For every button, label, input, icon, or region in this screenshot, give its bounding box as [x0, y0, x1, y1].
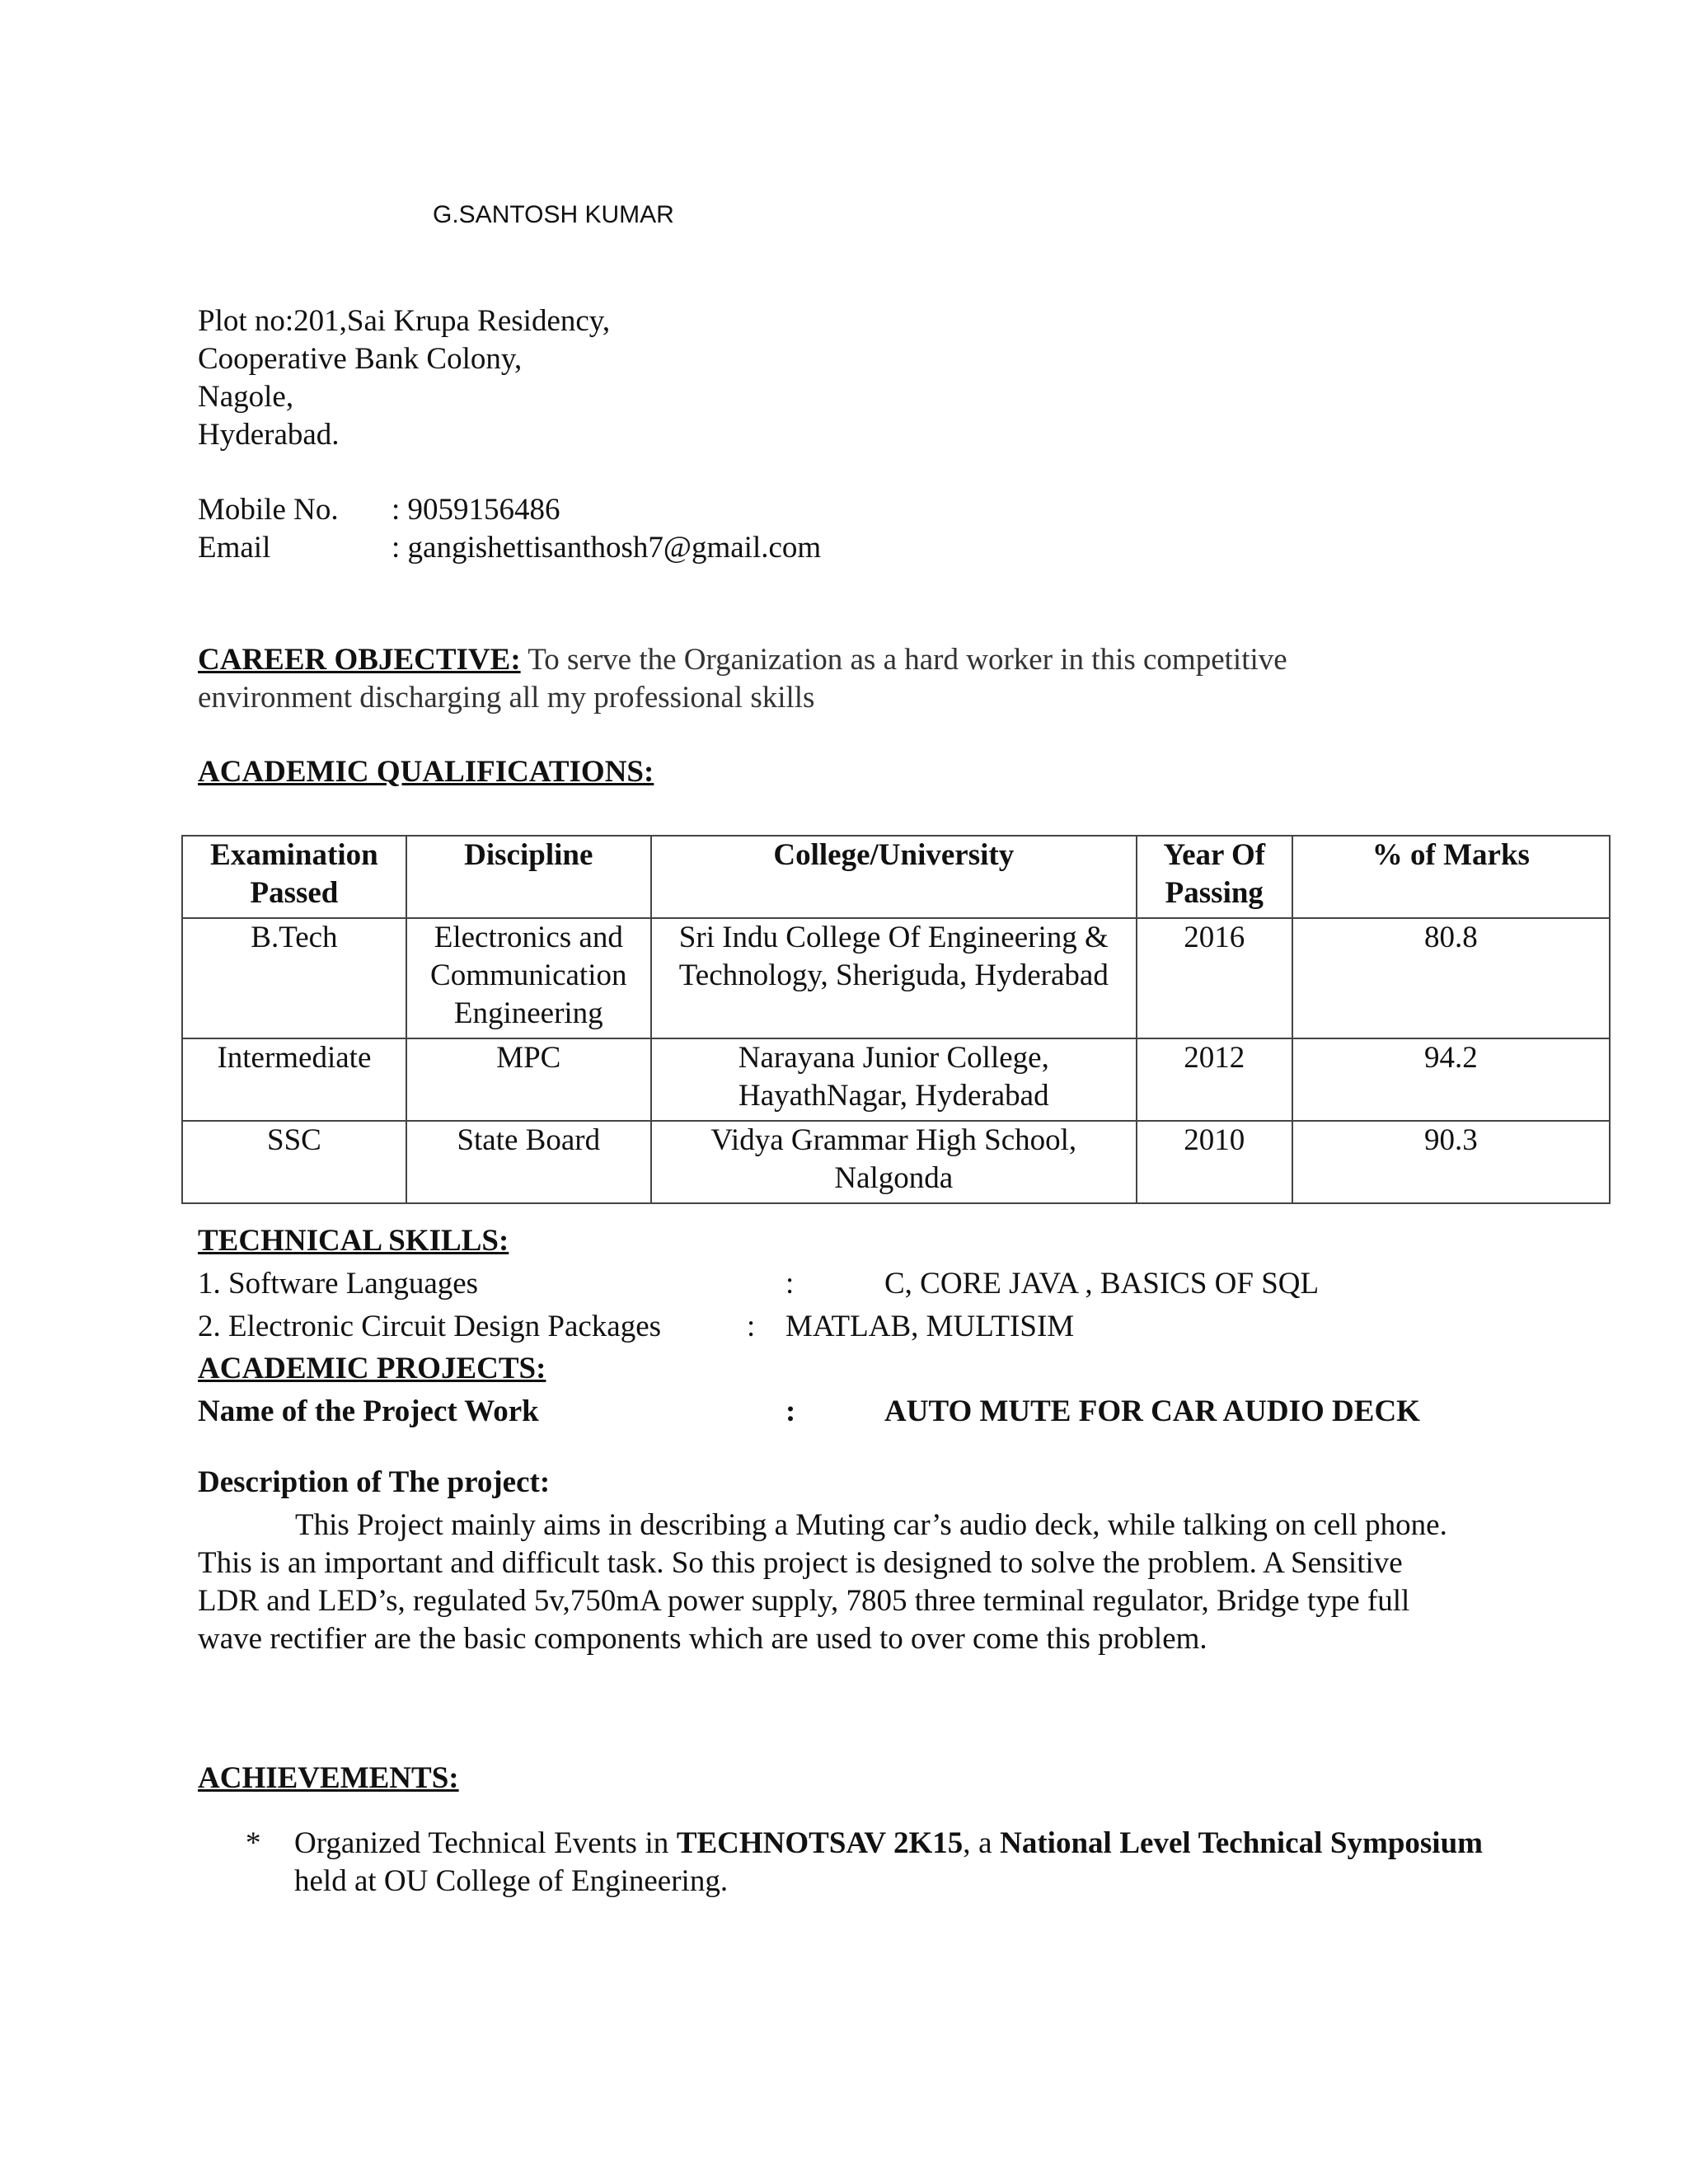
college-cell: Vidya Grammar High School, Nalgonda — [651, 1121, 1137, 1203]
marks-cell: 90.3 — [1292, 1121, 1610, 1203]
exam-cell: SSC — [182, 1121, 406, 1203]
achievement-text: held at OU College of Engineering. — [294, 1864, 729, 1898]
discipline-cell: MPC — [406, 1038, 651, 1121]
career-objective-text: To serve the Organization as a hard worker in this competitive environment discharging all my professional skills — [198, 643, 1287, 715]
achievement-item — [294, 1825, 1483, 1900]
achievement-text: Organized Technical Events in — [294, 1826, 677, 1860]
college-cell: Sri Indu College Of Engineering & Technology, Sheriguda, Hyderabad — [651, 918, 1137, 1038]
exam-cell: B.Tech — [182, 918, 406, 1038]
skill-value: C, CORE JAVA , BASICS OF SQL — [884, 1267, 1320, 1301]
marks-cell: 80.8 — [1292, 918, 1610, 1038]
discipline-cell: State Board — [406, 1121, 651, 1203]
project-name-label: Name of the Project Work — [198, 1394, 539, 1428]
address-line: Hyderabad. — [198, 418, 340, 452]
address-line: Cooperative Bank Colony, — [198, 342, 523, 376]
table-header-row — [182, 836, 1610, 918]
contact-block — [198, 491, 1484, 567]
column-header: % of Marks — [1292, 836, 1610, 918]
college-cell: Narayana Junior College, HayathNagar, Hyderabad — [651, 1038, 1137, 1121]
project-description-heading: Description of The project: — [198, 1465, 551, 1499]
skill-row — [198, 1265, 1484, 1303]
table-row — [182, 1038, 1610, 1121]
column-header: Examination Passed — [182, 836, 406, 918]
address-block — [198, 302, 1484, 454]
skill-separator: : — [785, 1267, 795, 1301]
year-cell: 2016 — [1137, 918, 1292, 1038]
column-header: College/University — [651, 836, 1137, 918]
skill-value: MATLAB, MULTISIM — [785, 1310, 1075, 1343]
mobile-value: : 9059156486 — [392, 493, 560, 527]
academic-projects-heading: ACADEMIC PROJECTS: — [198, 1352, 546, 1385]
address-line: Nagole, — [198, 380, 294, 414]
column-header: Year Of Passing — [1137, 836, 1292, 918]
year-cell: 2010 — [1137, 1121, 1292, 1203]
table-row — [182, 918, 1610, 1038]
candidate-name: G.SANTOSH KUMAR — [433, 201, 674, 228]
discipline-cell: Electronics and Communication Engineering — [406, 918, 651, 1038]
address-line: Plot no:201,Sai Krupa Residency, — [198, 304, 611, 338]
skill-separator: : — [747, 1310, 756, 1343]
project-name-value: AUTO MUTE FOR CAR AUDIO DECK — [884, 1394, 1420, 1428]
technical-skills-heading: TECHNICAL SKILLS: — [198, 1224, 509, 1258]
email-label: Email — [198, 531, 271, 565]
email-value: : gangishettisanthosh7@gmail.com — [392, 531, 822, 565]
skill-label: 2. Electronic Circuit Design Packages — [198, 1310, 662, 1343]
project-description-text: This Project mainly aims in describing a Muting car’s audio deck, while talking on cell phone. This is an important and difficult task. So this project is designed to solve the problem. A Sensitive LDR and LED’s, regulated 5v,750mA power supply, 7805 three terminal regulator, Bridge type full wave rectifier are the basic components which are used to over come this problem. — [198, 1508, 1447, 1656]
project-name-row — [198, 1393, 1484, 1431]
year-cell: 2012 — [1137, 1038, 1292, 1121]
mobile-label: Mobile No. — [198, 493, 339, 527]
achievement-symposium: National Level Technical Symposium — [1000, 1826, 1483, 1860]
academic-table — [181, 835, 1611, 1204]
academic-heading: ACADEMIC QUALIFICATIONS: — [198, 755, 654, 789]
skill-label: 1. Software Languages — [198, 1267, 479, 1301]
achievements-heading: ACHIEVEMENTS: — [198, 1761, 459, 1795]
career-objective-heading: CAREER OBJECTIVE: — [198, 643, 521, 677]
table-row — [182, 1121, 1610, 1203]
project-separator: : — [785, 1394, 796, 1428]
column-header: Discipline — [406, 836, 651, 918]
bullet-icon: * — [246, 1826, 261, 1860]
achievement-text: , a — [963, 1826, 1001, 1860]
skill-row — [198, 1308, 1484, 1346]
career-objective — [198, 641, 1434, 717]
exam-cell: Intermediate — [182, 1038, 406, 1121]
achievement-event: TECHNOTSAV 2K15 — [676, 1826, 964, 1860]
marks-cell: 94.2 — [1292, 1038, 1610, 1121]
